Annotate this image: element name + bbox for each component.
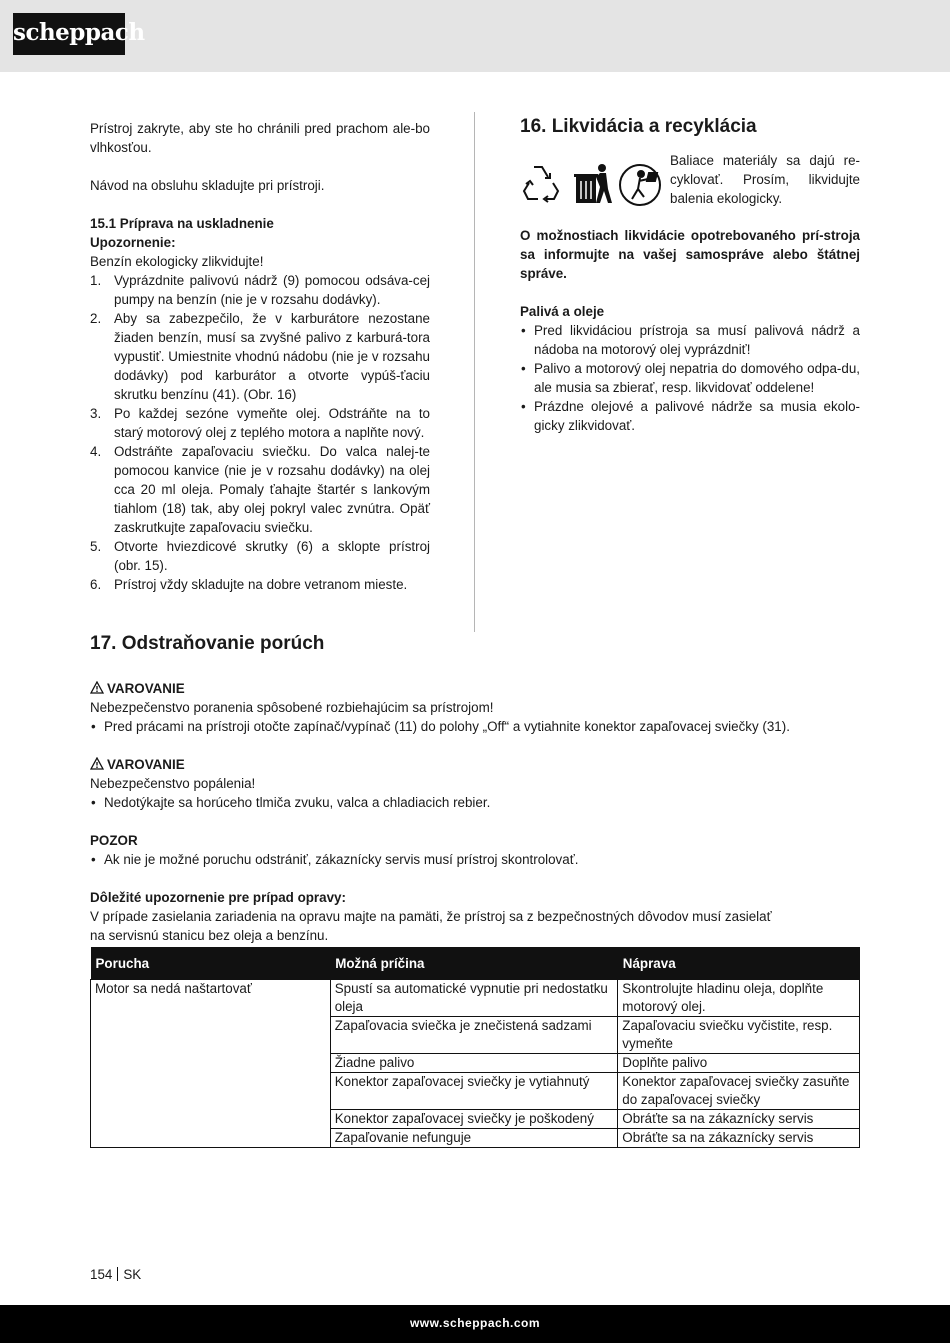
remedy-cell: Zapaľovaciu sviečku vyčistite, resp. vymeňte: [618, 1017, 860, 1054]
note-label: Upozornenie:: [90, 235, 176, 250]
page-separator: [117, 1267, 118, 1281]
section-title-16: 16. Likvidácia a recyklácia: [520, 116, 757, 137]
warning-2-text: Nebezpečenstvo popálenia!: [90, 776, 256, 791]
cause-cell: Zapaľovanie nefunguje: [330, 1129, 618, 1148]
remedy-cell: Konektor zapaľovacej sviečky zasuňte do zapaľovacej sviečky: [618, 1073, 860, 1110]
remedy-cell: Obráťte sa na zákaznícky servis: [618, 1110, 860, 1129]
page-header: [0, 0, 950, 72]
troubleshooting-table: [90, 947, 860, 1148]
list-item: • Prázdne olejové a palivové nádrže sa musia ekolo-gicky zlikvidovať.: [521, 399, 860, 433]
warning-1-list: [90, 717, 860, 736]
warning-2-label: VAROVANIE: [90, 755, 860, 774]
brand-logo: scheppach: [13, 13, 125, 55]
important-label: Dôležité upozornenie pre prípad opravy:: [90, 890, 346, 905]
storage-steps-list: [90, 271, 430, 594]
list-item: 6. Prístroj vždy skladujte na dobre vetranom mieste.: [90, 577, 408, 592]
troubleshooting-section: [90, 631, 860, 945]
cause-cell: Zapaľovacia sviečka je znečistená sadzami: [330, 1017, 618, 1054]
left-column: [90, 119, 430, 594]
important-line-2: na servisnú stanicu bez oleja a benzínu.: [90, 928, 329, 943]
list-item: 5. Otvorte hviezdicové skrutky (6) a sklopte prístroj (obr. 15).: [90, 539, 430, 573]
trash-bin-icon: [574, 164, 612, 203]
fault-cell: Motor sa nedá naštartovať: [91, 980, 331, 1148]
list-item: • Palivo a motorový olej nepatria do domového odpa-du, ale musia sa zbierať, resp. likvidovať oddelene!: [521, 361, 860, 395]
warning-1-label: VAROVANIE: [90, 679, 860, 698]
fuel-oil-heading: Palivá a oleje: [520, 304, 605, 319]
page-number-value: 154: [90, 1267, 113, 1282]
remedy-cell: Obráťte sa na zákaznícky servis: [618, 1129, 860, 1148]
important-line-1: V prípade zasielania zariadenia na opravu majte na pamäti, že prístroj sa z bezpečnostných dôvodov musí zasielať: [90, 909, 772, 924]
warning-icon: [90, 757, 104, 770]
caution-label: POZOR: [90, 833, 138, 848]
footer-bar: [0, 1305, 950, 1343]
remedy-cell: Skontrolujte hladinu oleja, doplňte motorový olej.: [618, 980, 860, 1017]
list-item: • Nedotýkajte sa horúceho tlmiča zvuku, valca a chladiacich rebier.: [91, 795, 491, 810]
note-text: Benzín ekologicky zlikvidujte!: [90, 254, 264, 269]
list-item: • Pred likvidáciou prístroja sa musí palivová nádrž a nádoba na motorový olej vyprázdniť!: [521, 323, 860, 357]
section-title-17: 17. Odstraňovanie porúch: [90, 633, 325, 654]
disposal-info: O možnostiach likvidácie opotrebovaného prí-stroja sa informujte na vašej samospráve alebo štátnej správe.: [520, 228, 860, 281]
website-url[interactable]: www.scheppach.com: [409, 1316, 541, 1330]
fuel-oil-list: [520, 321, 860, 435]
list-item: 4. Odstráňte zapaľovaciu sviečku. Do valca nalej-te pomocou kanvice (nie je v rozsahu dodávky) na olej cca 20 ml oleja. Pomaly ťahajte štartér s lankovým tiahlom (18) tak, aby olej pokryl valec zvnútra. Opäť zaskrutkujte zapaľovaciu sviečku.: [90, 444, 430, 535]
right-column: [520, 114, 860, 435]
column-divider: [474, 112, 475, 632]
column-header-remedy: Náprava: [618, 947, 860, 980]
recycling-block: [520, 151, 860, 215]
page-number: [90, 1265, 141, 1284]
column-header-cause: Možná príčina: [330, 947, 618, 980]
caution-list: [90, 850, 860, 869]
cause-cell: Konektor zapaľovacej sviečky je poškodený: [330, 1110, 618, 1129]
list-item: 2. Aby sa zabezpečilo, že v karburátore nezostane žiaden benzín, musí sa zvyšné palivo z karburá-tora vypustiť. Umiestnite vhodnú nádobu (nie je v rozsahu dodávky) pod karburátor a otvorte vypúš-ťaciu skrutku benzínu (41). (Obr. 16): [90, 311, 430, 402]
recycling-icons: [520, 159, 666, 207]
list-item: • Pred prácami na prístroji otočte zapínač/vypínač (11) do polohy „Off“ a vytiahnite konektor zapaľovacej sviečky (31).: [91, 719, 790, 734]
remedy-cell: Doplňte palivo: [618, 1054, 860, 1073]
list-item: 1. Vyprázdnite palivovú nádrž (9) pomocou odsáva-cej pumpy na benzín (nie je v rozsahu dodávky).: [90, 273, 430, 307]
paragraph-manual: Návod na obsluhu skladujte pri prístroji.: [90, 178, 325, 193]
cause-cell: Spustí sa automatické vypnutie pri nedostatku oleja: [330, 980, 618, 1017]
list-item: • Ak nie je možné poruchu odstrániť, zákaznícky servis musí prístroj skontrolovať.: [91, 852, 579, 867]
recycle-icon: [524, 167, 558, 202]
cause-cell: Žiadne palivo: [330, 1054, 618, 1073]
language-code: SK: [123, 1267, 142, 1282]
subsection-heading-15-1: 15.1 Príprava na uskladnenie: [90, 216, 274, 231]
recycling-text: Baliace materiály sa dajú re-cyklovať. Prosím, likvidujte balenia ekologicky.: [670, 153, 860, 206]
paragraph-cover: Prístroj zakryte, aby ste ho chránili pred prachom ale-bo vlhkosťou.: [90, 121, 430, 155]
table-header-row: [91, 947, 860, 980]
warning-icon: [90, 681, 104, 694]
warning-1-text: Nebezpečenstvo poranenia spôsobené rozbiehajúcim sa prístrojom!: [90, 700, 494, 715]
dispose-properly-icon: [620, 165, 660, 205]
cause-cell: Konektor zapaľovacej sviečky je vytiahnutý: [330, 1073, 618, 1110]
table-row: [91, 980, 860, 1017]
list-item: 3. Po každej sezóne vymeňte olej. Odstráňte na to starý motorový olej z teplého motora a naplňte nový.: [90, 406, 430, 440]
column-header-fault: Porucha: [91, 947, 331, 980]
warning-2-list: [90, 793, 860, 812]
